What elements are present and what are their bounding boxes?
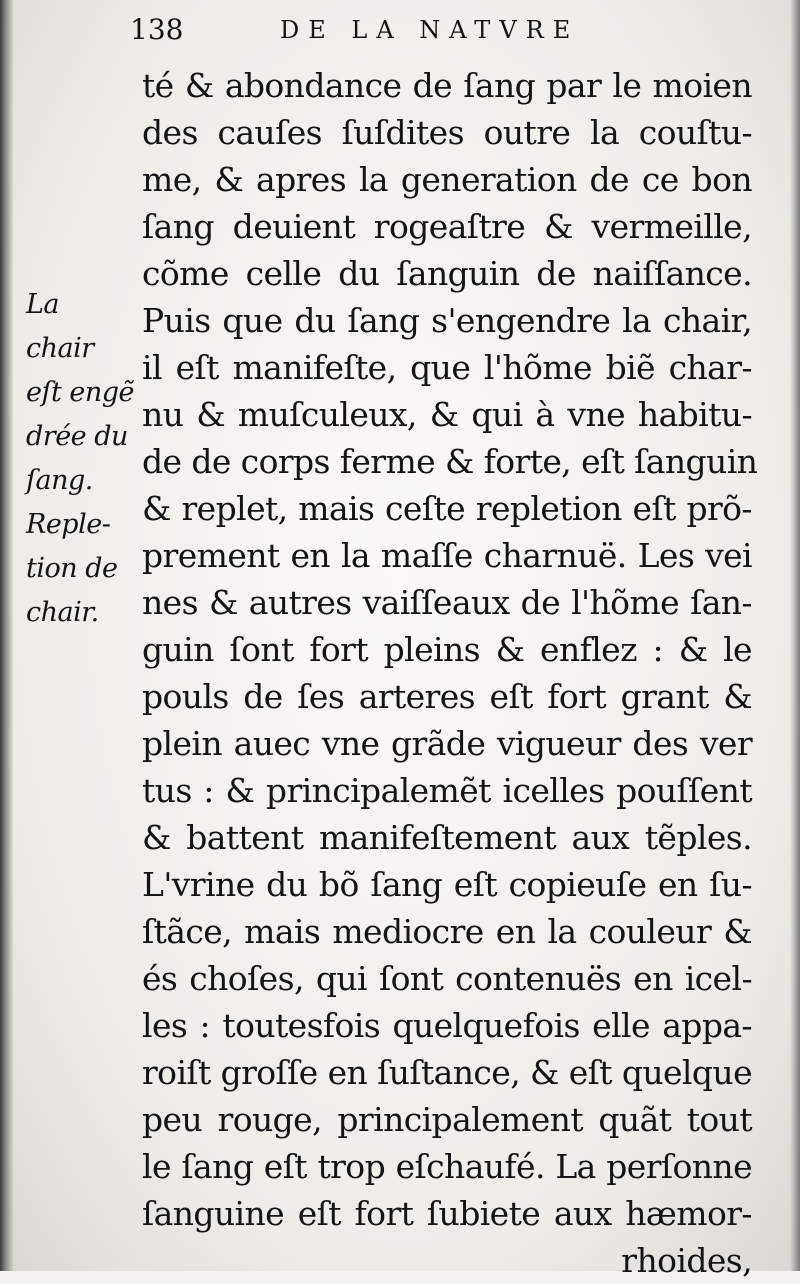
text-line: & replet, mais ceſte repletion eſt prõ-: [142, 489, 752, 528]
text-line: L'vrine du bõ ſang eſt copieuſe en ſu-: [142, 865, 752, 904]
text-line: me, & apres la generation de ce bon: [142, 160, 752, 199]
running-head: DE LA NATVRE: [280, 16, 580, 44]
margin-note-line: ſang.: [26, 465, 93, 496]
text-line: le ſang eſt trop eſchaufé. La perſonne: [142, 1147, 752, 1186]
page-edge-shadow: [790, 0, 800, 1271]
margin-note-line: chair: [26, 333, 94, 364]
text-line: és choſes, qui ſont contenuës en icel-: [142, 959, 752, 998]
margin-note-line: chair.: [26, 597, 99, 628]
page-number: 138: [130, 13, 184, 46]
text-line: des cauſes ſuſdites outre la couſtu-: [142, 113, 752, 152]
text-line: de de corps ferme & forte, eſt ſanguin: [142, 442, 758, 481]
text-line: roiſt groſſe en ſuſtance, & eſt quelque: [142, 1053, 752, 1092]
text-line: les : toutesfois quelquefois elle appa-: [142, 1006, 752, 1045]
text-line: plein auec vne grãde vigueur des ver: [142, 724, 752, 763]
margin-note-line: Reple-: [26, 509, 111, 540]
body-text: [142, 62, 758, 1284]
text-line: il eſt manifeſte, que l'hõme biẽ char-: [142, 348, 752, 387]
text-line: prement en la maſſe charnuë. Les vei: [142, 536, 752, 575]
margin-note-line: drée du: [26, 421, 128, 452]
text-line: pouls de ſes arteres eſt fort grant &: [142, 677, 752, 716]
page-header: [130, 10, 750, 50]
text-line: guin ſont fort pleins & enflez : & le: [142, 630, 752, 669]
text-line: cõme celle du ſanguin de naiſſance.: [142, 254, 752, 293]
text-line: ſtãce, mais mediocre en la couleur &: [142, 912, 752, 951]
text-line: ſanguine eſt fort ſubiete aux hæmor-: [142, 1194, 752, 1233]
margin-note-line: tion de: [26, 553, 118, 584]
margin-notes: [26, 283, 138, 635]
margin-note-line: La: [26, 289, 60, 320]
text-line: té & abondance de ſang par le moien: [142, 66, 752, 105]
text-line: & battent manifeſtement aux tẽples.: [142, 818, 752, 857]
margin-note-line: eſt engẽ: [26, 377, 135, 408]
text-line: nu & muſculeux, & qui à vne habitu-: [142, 395, 752, 434]
text-line: tus : & principalemẽt icelles pouſſent: [142, 771, 752, 810]
page-gutter-shadow: [0, 0, 14, 1271]
text-line: Puis que du ſang s'engendre la chair,: [142, 301, 752, 340]
text-line: nes & autres vaiſſeaux de l'hõme ſan-: [142, 583, 752, 622]
catchword-line: rhoides,: [621, 1241, 752, 1280]
text-line: ſang deuient rogeaſtre & vermeille,: [142, 207, 752, 246]
text-line: peu rouge, principalement quãt tout: [142, 1100, 752, 1139]
